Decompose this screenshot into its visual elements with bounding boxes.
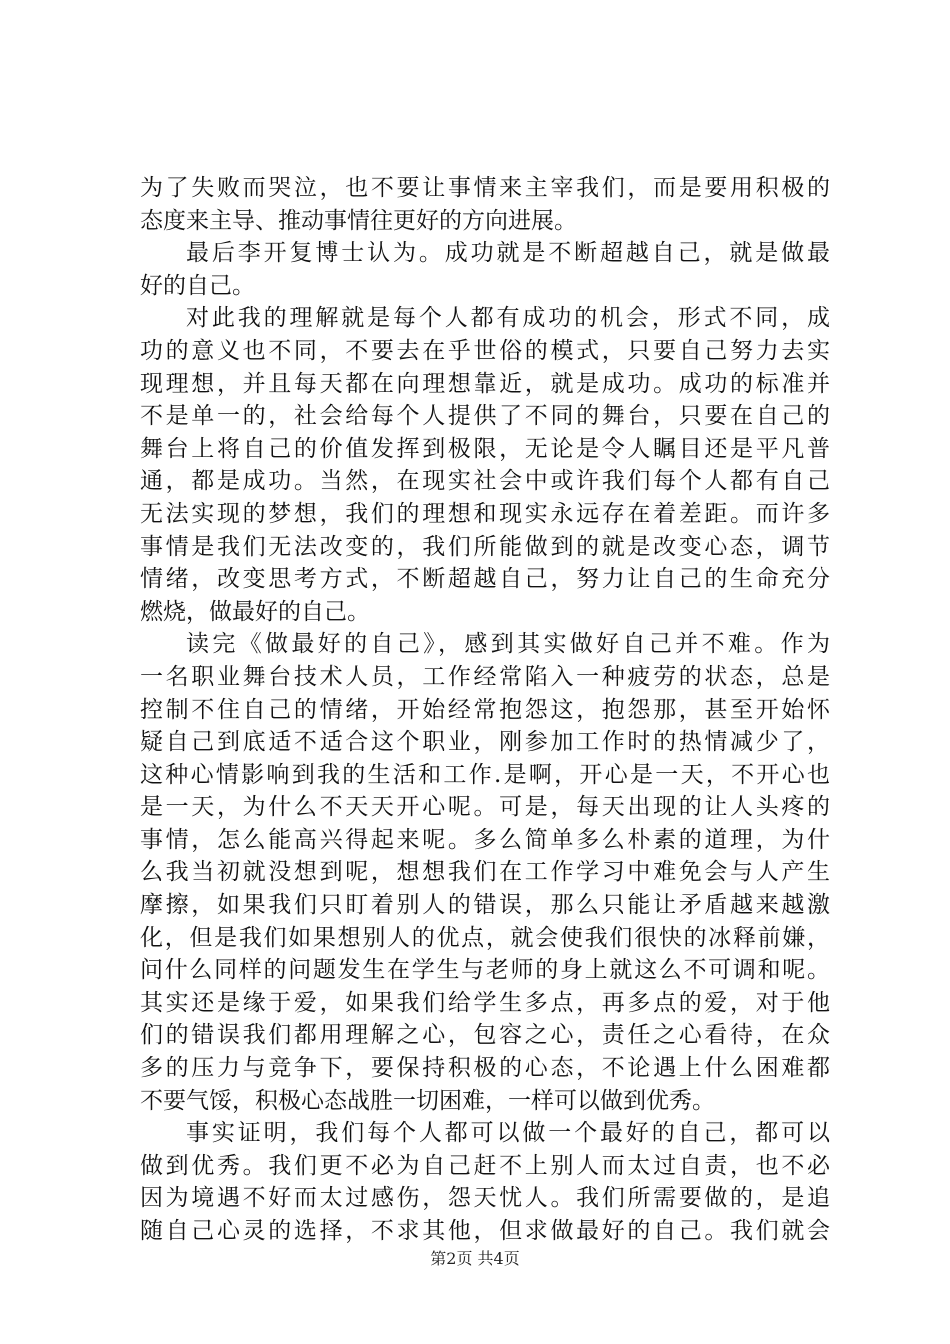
page-number-footer: 第2页 共4页 xyxy=(430,1249,520,1268)
paragraph-line: 这种心情影响到我的生活和工作.是啊，开心是一天，不开心也 xyxy=(140,761,830,788)
paragraph-line: 么我当初就没想到呢，想想我们在工作学习中难免会与人产生 xyxy=(140,859,830,886)
paragraph-line: 情绪，改变思考方式，不断超越自己，努力让自己的生命充分 xyxy=(140,566,830,593)
paragraph-line: 最后李开复博士认为。成功就是不断超越自己，就是做最 xyxy=(186,240,830,267)
paragraph-line: 疑自己到底适不适合这个职业，刚参加工作时的热情减少了， xyxy=(140,729,830,756)
paragraph-line: 问什么同样的问题发生在学生与老师的身上就这么不可调和呢。 xyxy=(140,957,830,984)
paragraph-line: 事情是我们无法改变的，我们所能做到的就是改变心态，调节 xyxy=(140,533,830,560)
paragraph-line: 事情，怎么能高兴得起来呢。多么简单多么朴素的道理，为什 xyxy=(140,826,830,853)
paragraph-line: 态度来主导、推动事情往更好的方向进展。 xyxy=(140,207,577,234)
paragraph-line: 不要气馁，积极心态战胜一切困难，一样可以做到优秀。 xyxy=(140,1087,715,1114)
paragraph-line: 现理想，并且每天都在向理想靠近，就是成功。成功的标准并 xyxy=(140,370,830,397)
paragraph-line: 不是单一的，社会给每个人提供了不同的舞台，只要在自己的 xyxy=(140,403,830,430)
paragraph-line: 无法实现的梦想，我们的理想和现实永远存在着差距。而许多 xyxy=(140,500,830,527)
paragraph-line: 舞台上将自己的价值发挥到极限，无论是令人瞩目还是平凡普 xyxy=(140,435,830,462)
paragraph-line: 其实还是缘于爱，如果我们给学生多点，再多点的爱，对于他 xyxy=(140,989,830,1016)
paragraph-line: 因为境遇不好而太过感伤，怨天忧人。我们所需要做的，是追 xyxy=(140,1185,830,1212)
document-body xyxy=(140,172,830,1248)
paragraph-line: 燃烧，做最好的自己。 xyxy=(140,598,370,625)
paragraph-line: 是一天，为什么不天天开心呢。可是，每天出现的让人头疼的 xyxy=(140,794,830,821)
paragraph-line: 控制不住自己的情绪，开始经常抱怨这，抱怨那，甚至开始怀 xyxy=(140,696,830,723)
paragraph-line: 做到优秀。我们更不必为自己赶不上别人而太过自责，也不必 xyxy=(140,1152,830,1179)
paragraph-line: 读完《做最好的自己》，感到其实做好自己并不难。作为 xyxy=(186,631,830,658)
paragraph-line: 们的错误我们都用理解之心，包容之心，责任之心看待，在众 xyxy=(140,1022,830,1049)
paragraph-line: 好的自己。 xyxy=(140,272,255,299)
paragraph-line: 对此我的理解就是每个人都有成功的机会，形式不同，成 xyxy=(186,305,830,332)
paragraph-line: 化，但是我们如果想别人的优点，就会使我们很快的冰释前嫌， xyxy=(140,924,830,951)
paragraph-line: 为了失败而哭泣，也不要让事情来主宰我们，而是要用积极的 xyxy=(140,175,830,201)
paragraph-line: 一名职业舞台技术人员，工作经常陷入一种疲劳的状态，总是 xyxy=(140,663,830,690)
paragraph-line: 随自己心灵的选择，不求其他，但求做最好的自己。我们就会 xyxy=(140,1218,830,1244)
paragraph-line: 通，都是成功。当然，在现实社会中或许我们每个人都有自己 xyxy=(140,468,830,495)
paragraph-line: 多的压力与竞争下，要保持积极的心态，不论遇上什么困难都 xyxy=(140,1055,830,1082)
paragraph-line: 事实证明，我们每个人都可以做一个最好的自己，都可以 xyxy=(186,1120,830,1147)
paragraph-line: 功的意义也不同，不要去在乎世俗的模式，只要自己努力去实 xyxy=(140,337,830,364)
paragraph-line: 摩擦，如果我们只盯着别人的错误，那么只能让矛盾越来越激 xyxy=(140,892,830,919)
